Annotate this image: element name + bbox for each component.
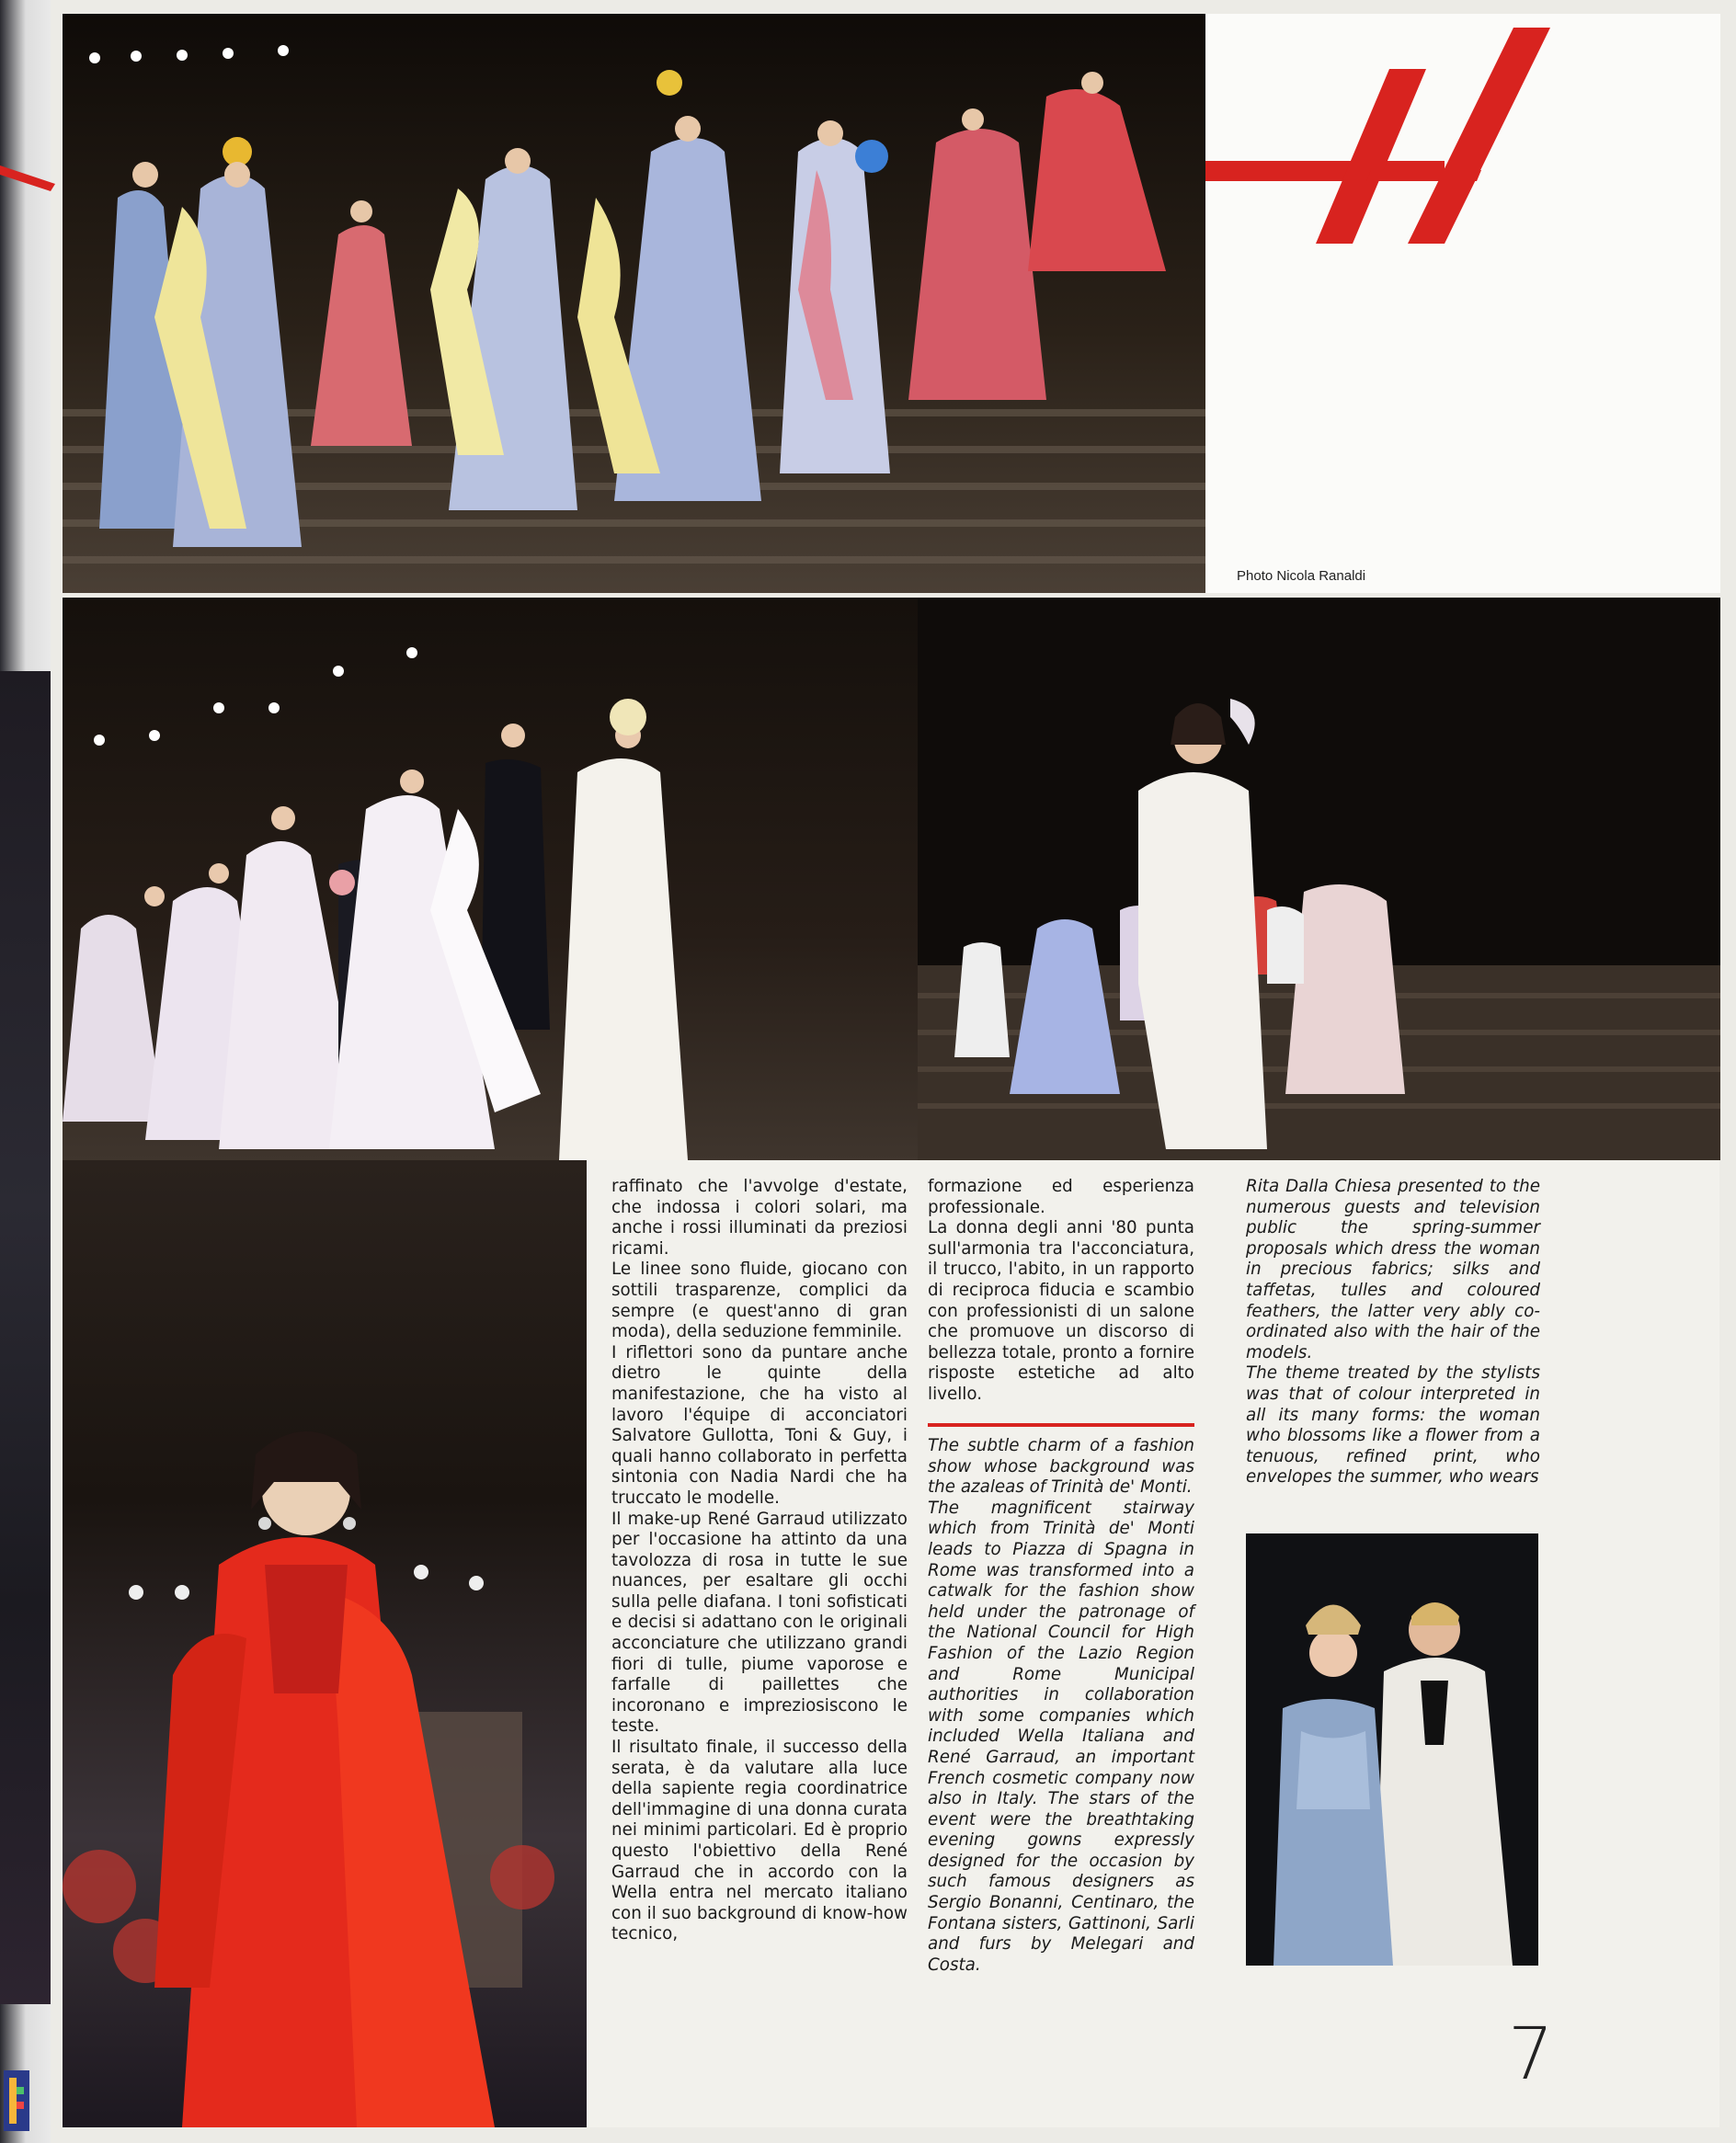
column-divider-rule — [928, 1423, 1194, 1427]
article-column-italian-2 — [928, 1177, 1194, 1406]
photo-credit: Photo Nicola Ranaldi — [1237, 568, 1366, 584]
paragraph: The subtle charm of a fashion show whose background was the azaleas of Trinità de' Monti. — [928, 1436, 1194, 1498]
magazine-logo-panel — [1205, 14, 1720, 593]
paragraph: I riflettori sono da puntare anche dietro le quinte della manifestazione, che ha visto al lavoro l'équipe di acconciatori Salvatore Gullotta, Toni & Guy, i quali hanno collaborato in perfetta sintonia con Nadia Nardi che ha truccato le modelle. — [611, 1342, 908, 1508]
paragraph: The magnificent stairway which from Trinità de' Monti leads to Piazza di Spagna in Rome was transformed into a catwalk for the fashion show held under the patronage of the National Council for High Fashion of the Lazio Region and Rome Municipal authorities in collaboration with some companies which included Wella Italiana and René Garraud, an important French cosmetic company now also in Italy. The stars of the event were the breathtaking evening gowns expressly designed for the occasion by such famous designers as Sergio Bonanni, Centinaro, the Fontana sisters, Gattinoni, Sarli and furs by Melegari and Costa. — [928, 1498, 1194, 1975]
paragraph: La donna degli anni '80 punta sull'armonia tra l'acconciatura, il trucco, l'abito, in un rapporto di reciproca fiducia e scambio con professionisti di un salone che promuove un discorso di bellezza totale, pronto a fornire risposte estetiche ad alto livello. — [928, 1218, 1194, 1404]
page-number: 7 — [1508, 2013, 1554, 2096]
photo-runway-floral-gowns — [63, 14, 1205, 593]
photo-runway-white-gowns — [63, 598, 918, 1160]
h-logo-mark — [1205, 14, 1720, 593]
paragraph: Rita Dalla Chiesa presented to the numerous guests and television public the spring-summer proposals which dress the woman in precious fabrics; silks and taffetas, tulles and coloured feathers, the latter very ably co-ordinated also with the hair of the models. — [1246, 1177, 1540, 1362]
paragraph: Il make-up René Garraud utilizzato per l'occasione ha attinto da una tavolozza di rosa in tutte le sue nuances, per esaltare gli occhi sulla pelle diafana. I toni sofisticati e decisi si adattano con le originali acconciature che utilizzano grandi fiori di tulle, piume vaporose e farfalle di paillettes che incoronano e impreziosiscono le teste. — [611, 1509, 908, 1737]
article-column-italian-1 — [611, 1177, 908, 1945]
paragraph: formazione ed esperienza professionale. — [928, 1177, 1194, 1217]
paragraph: Le linee sono fluide, giocano con sottili trasparenze, complici da sempre (e quest'anno di gran moda), della seduzione femminile. — [611, 1260, 908, 1342]
photo-model-white-suit — [918, 598, 1720, 1160]
paragraph: raffinato che l'avvolge d'estate, che indossa i colori solari, ma anche i rossi illuminati da preziosi ricami. — [611, 1177, 908, 1259]
site-watermark-icon — [2, 2069, 31, 2133]
article-column-english-2 — [1246, 1177, 1540, 1488]
paragraph: Il risultato finale, il successo della serata, è da valutare alla luce della sapiente regia coordinatrice dell'immagine di una donna curata nei minimi particolari. Ed è proprio questo l'obiettivo della René Garraud che in accordo con la Wella entra nel mercato italiano con il suo background di know-how tecnico, — [611, 1738, 908, 1944]
red-ribbon-decoration — [0, 156, 64, 193]
photo-model-red-gown — [63, 1160, 587, 2127]
photo-couple-portrait — [1246, 1533, 1538, 1966]
article-column-english-1 — [928, 1436, 1194, 1976]
paragraph: The theme treated by the stylists was that of colour interpreted in all its many forms: the woman who blossoms like a flower from a tenuous, refined print, who envelopes the summer, who wears — [1246, 1363, 1540, 1488]
